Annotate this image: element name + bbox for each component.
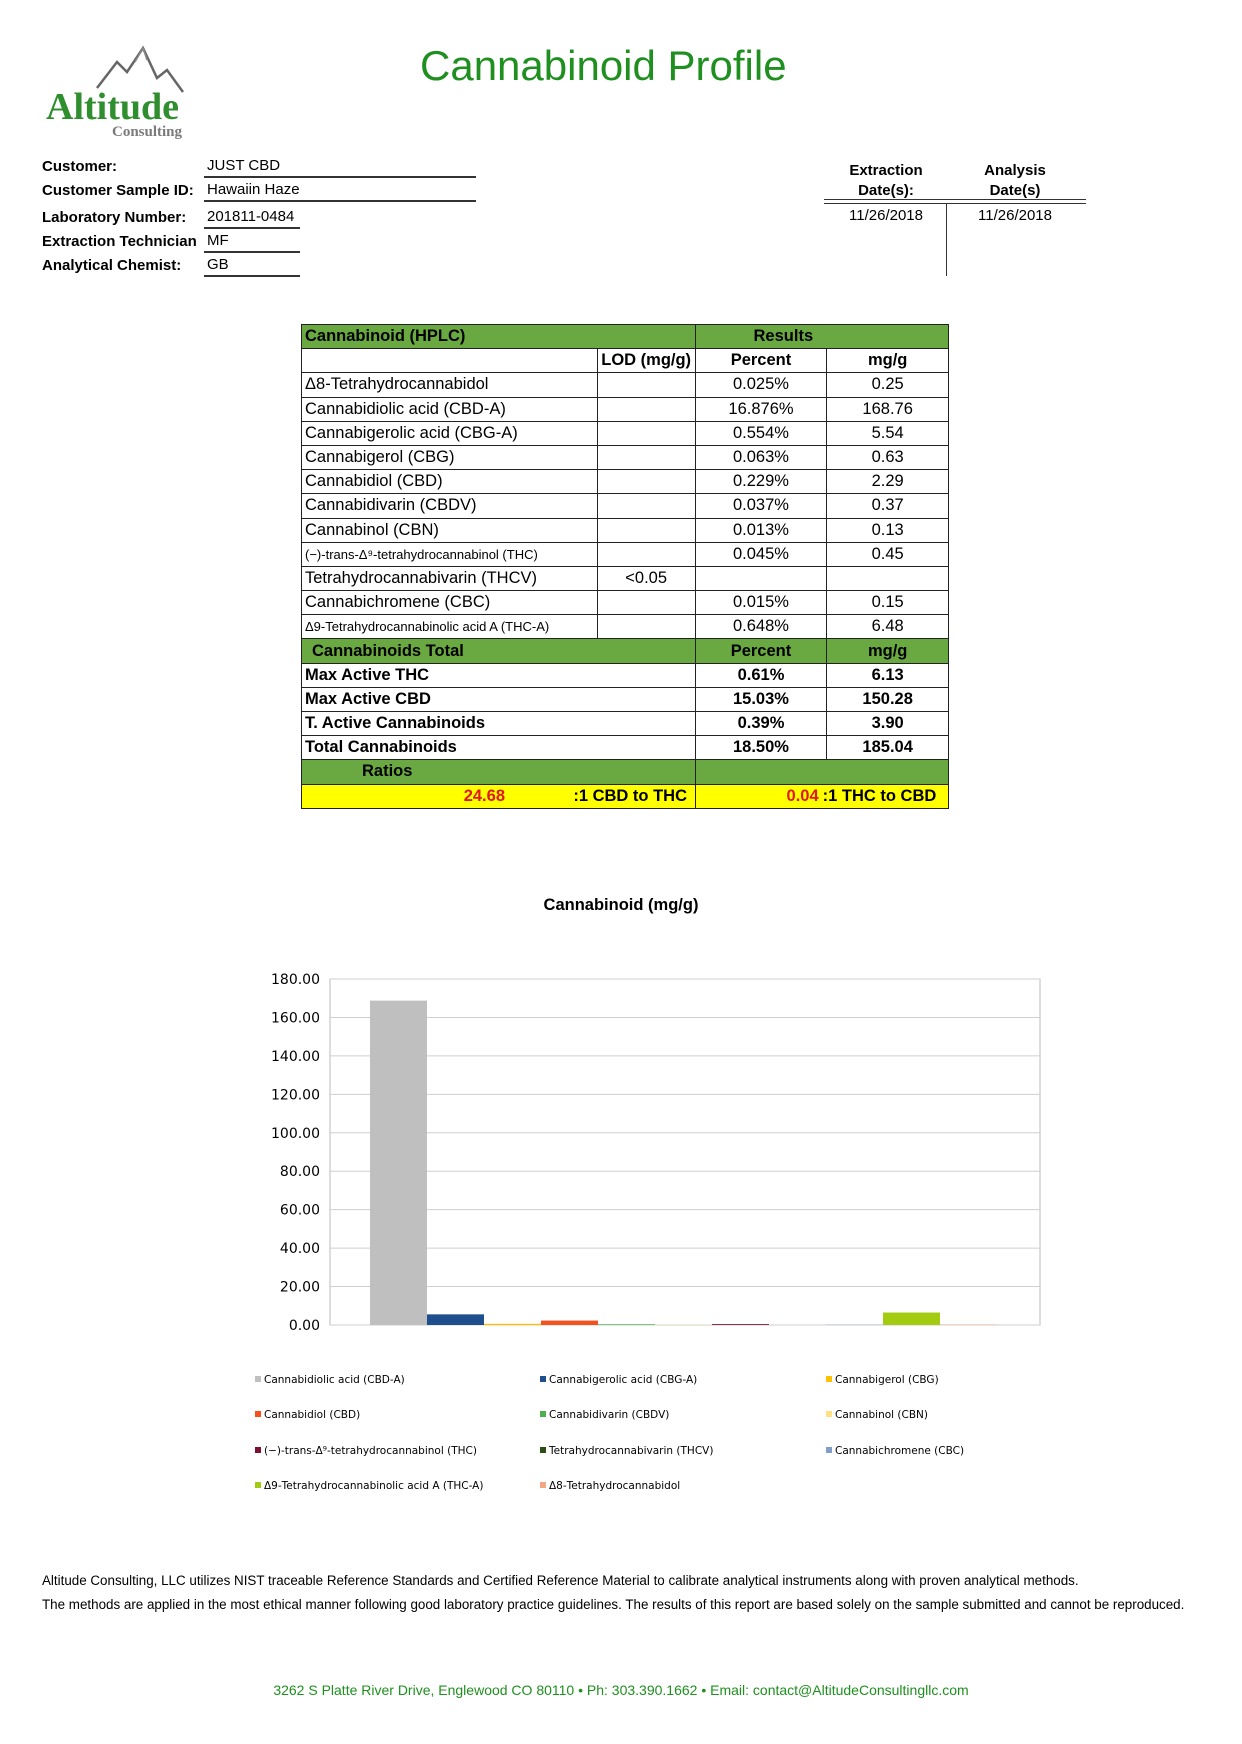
lod-value: <0.05 xyxy=(597,566,695,590)
percent-value: 0.648% xyxy=(695,615,827,639)
percent-value xyxy=(695,566,827,590)
legend-item xyxy=(826,1445,964,1457)
y-tick-label: 180.00 xyxy=(271,972,320,988)
cannabinoid-name: Tetrahydrocannabivarin (THCV) xyxy=(302,566,598,590)
cannabinoid-results-table xyxy=(301,324,949,809)
total-percent: 15.03% xyxy=(695,687,827,711)
y-tick-label: 120.00 xyxy=(271,1087,320,1104)
total-percent: 0.61% xyxy=(695,663,827,687)
mg-value: 6.48 xyxy=(827,615,949,639)
page-title: Cannabinoid Profile xyxy=(420,42,787,89)
header-cannabinoid: Cannabinoid (HPLC) xyxy=(302,325,696,349)
logo-wordmark: Altitude xyxy=(46,86,179,128)
totals-row xyxy=(302,663,949,687)
y-tick-label: 160.00 xyxy=(271,1010,320,1027)
total-name: Max Active CBD xyxy=(302,687,696,711)
lod-value xyxy=(597,397,695,421)
cannabinoid-name: Cannabigerol (CBG) xyxy=(302,445,598,469)
percent-value: 0.025% xyxy=(695,373,827,397)
column-header-row xyxy=(302,349,949,373)
legend-item xyxy=(826,1409,928,1421)
column-header-lod: LOD (mg/g) xyxy=(597,349,695,373)
totals-header-row xyxy=(302,639,949,663)
totals-row xyxy=(302,736,949,760)
table-row xyxy=(302,494,949,518)
y-tick-label: 20.00 xyxy=(279,1279,320,1296)
bar xyxy=(427,1314,484,1325)
cannabinoid-name: Cannabinol (CBN) xyxy=(302,518,598,542)
column-header-empty xyxy=(302,349,598,373)
y-tick-label: 80.00 xyxy=(279,1164,320,1181)
lod-value xyxy=(597,470,695,494)
table-row xyxy=(302,397,949,421)
legend-label: Cannabichromene (CBC) xyxy=(835,1445,965,1457)
legend-swatch xyxy=(255,1411,261,1417)
y-tick-label: 60.00 xyxy=(279,1202,320,1219)
table-row xyxy=(302,373,949,397)
totals-header-percent: Percent xyxy=(695,639,827,663)
table-row xyxy=(302,421,949,445)
y-tick-label: 140.00 xyxy=(271,1048,320,1065)
legend-swatch xyxy=(255,1482,261,1488)
lod-value xyxy=(597,591,695,615)
percent-value: 0.037% xyxy=(695,494,827,518)
ratio-thc-cbd-label: :1 THC to CBD xyxy=(822,786,937,805)
table-header-row xyxy=(302,325,949,349)
legend-swatch xyxy=(540,1411,546,1417)
table-row xyxy=(302,566,949,590)
total-mg: 6.13 xyxy=(827,663,949,687)
total-name: T. Active Cannabinoids xyxy=(302,712,696,736)
technician-value: MF xyxy=(204,231,300,253)
percent-value: 0.554% xyxy=(695,421,827,445)
bar xyxy=(598,1324,655,1325)
legend-label: Tetrahydrocannabivarin (THCV) xyxy=(549,1445,714,1457)
legend-item xyxy=(255,1409,360,1421)
plot-area xyxy=(330,979,1040,1325)
ratio-thc-cbd-value: 0.04 xyxy=(786,786,819,805)
ratio-thc-cbd-cell xyxy=(695,784,948,808)
legend-item xyxy=(255,1480,483,1492)
legend-item xyxy=(540,1409,669,1421)
lod-value xyxy=(597,421,695,445)
sample-id-value: Hawaiin Haze xyxy=(204,180,476,202)
percent-value: 0.015% xyxy=(695,591,827,615)
analysis-date-value: 11/26/2018 xyxy=(978,207,1052,224)
table-row xyxy=(302,518,949,542)
lod-value xyxy=(597,373,695,397)
totals-header-mg: mg/g xyxy=(827,639,949,663)
chemist-label: Analytical Chemist: xyxy=(42,257,182,274)
column-header-percent: Percent xyxy=(695,349,827,373)
mg-value: 0.15 xyxy=(827,591,949,615)
legend-label: Δ8-Tetrahydrocannabidol xyxy=(549,1480,681,1492)
disclaimer-line-1: Altitude Consulting, LLC utilizes NIST traceable Reference Standards and Certified Reference Material to calibrate analytical instruments along with proven analytical methods. xyxy=(42,1573,1079,1588)
mg-value: 0.13 xyxy=(827,518,949,542)
extraction-date-header: Extraction Date(s): xyxy=(849,162,923,199)
ratios-header-row xyxy=(302,760,949,784)
total-mg: 185.04 xyxy=(827,736,949,760)
bar xyxy=(883,1313,940,1325)
percent-value: 0.229% xyxy=(695,470,827,494)
company-logo xyxy=(40,40,210,140)
legend-label: Cannabidivarin (CBDV) xyxy=(549,1409,670,1421)
dates-vertical-divider xyxy=(946,204,947,276)
total-percent: 0.39% xyxy=(695,712,827,736)
footer-contact: 3262 S Platte River Drive, Englewood CO 80110 • Ph: 303.390.1662 • Email: contact@AltitudeConsultingllc.com xyxy=(273,1682,969,1698)
legend-item xyxy=(255,1445,477,1457)
y-tick-label: 100.00 xyxy=(271,1125,320,1142)
bar xyxy=(484,1324,541,1325)
cannabinoid-name: Cannabigerolic acid (CBG-A) xyxy=(302,421,598,445)
table-row xyxy=(302,445,949,469)
customer-label: Customer: xyxy=(42,158,118,175)
lod-value xyxy=(597,542,695,566)
legend-item xyxy=(540,1480,680,1492)
legend-item xyxy=(826,1374,939,1386)
legend-swatch xyxy=(540,1376,546,1382)
cannabinoid-name: Δ8-Tetrahydrocannabidol xyxy=(302,373,598,397)
technician-label: Extraction Technician xyxy=(42,233,197,250)
bar xyxy=(370,1001,427,1325)
lod-value xyxy=(597,494,695,518)
legend-swatch xyxy=(540,1482,546,1488)
ratio-cbd-thc-label: :1 CBD to THC xyxy=(573,786,687,805)
percent-value: 16.876% xyxy=(695,397,827,421)
mg-value: 0.37 xyxy=(827,494,949,518)
legend-item xyxy=(540,1374,697,1386)
table-row xyxy=(302,542,949,566)
lod-value xyxy=(597,518,695,542)
total-mg: 150.28 xyxy=(827,687,949,711)
cannabinoid-bar-chart xyxy=(250,965,1050,1335)
legend-label: Cannabigerolic acid (CBG-A) xyxy=(549,1374,698,1386)
bar xyxy=(541,1321,598,1325)
totals-header-name: Cannabinoids Total xyxy=(302,639,696,663)
legend-label: Δ9-Tetrahydrocannabinolic acid A (THC-A) xyxy=(264,1480,484,1492)
legend-item xyxy=(255,1374,405,1386)
lab-number-value: 201811-0484 xyxy=(204,207,300,229)
total-name: Max Active THC xyxy=(302,663,696,687)
legend-label: Cannabidiol (CBD) xyxy=(264,1409,361,1421)
total-name: Total Cannabinoids xyxy=(302,736,696,760)
y-tick-label: 40.00 xyxy=(279,1241,320,1258)
table-row xyxy=(302,615,949,639)
cannabinoid-name: Cannabidiolic acid (CBD-A) xyxy=(302,397,598,421)
ratios-row xyxy=(302,784,949,808)
ratios-header-empty xyxy=(695,760,948,784)
lod-value xyxy=(597,445,695,469)
mg-value: 0.63 xyxy=(827,445,949,469)
legend-item xyxy=(540,1445,713,1457)
percent-value: 0.013% xyxy=(695,518,827,542)
total-percent: 18.50% xyxy=(695,736,827,760)
chemist-value: GB xyxy=(204,255,300,277)
mg-value: 168.76 xyxy=(827,397,949,421)
customer-value: JUST CBD xyxy=(204,156,476,178)
dates-divider xyxy=(824,199,1086,204)
legend-swatch xyxy=(255,1376,261,1382)
mg-value: 0.45 xyxy=(827,542,949,566)
legend-swatch xyxy=(826,1376,832,1382)
ratios-label: Ratios xyxy=(302,760,696,784)
mg-value: 2.29 xyxy=(827,470,949,494)
table-row xyxy=(302,470,949,494)
mg-value: 0.25 xyxy=(827,373,949,397)
cannabinoid-name: Cannabichromene (CBC) xyxy=(302,591,598,615)
percent-value: 0.063% xyxy=(695,445,827,469)
totals-row xyxy=(302,687,949,711)
ratio-cbd-thc-cell xyxy=(302,784,696,808)
legend-label: Cannabidiolic acid (CBD-A) xyxy=(264,1374,405,1386)
percent-value: 0.045% xyxy=(695,542,827,566)
legend-swatch xyxy=(826,1447,832,1453)
bar xyxy=(712,1324,769,1325)
mg-value xyxy=(827,566,949,590)
disclaimer-line-2: The methods are applied in the most ethical manner following good laboratory practice guidelines. The results of this report are based solely on the sample submitted and cannot be reproduced. xyxy=(42,1597,1185,1612)
lod-value xyxy=(597,615,695,639)
extraction-date-value: 11/26/2018 xyxy=(849,207,923,224)
header-results: Results xyxy=(695,325,948,349)
ratio-cbd-thc-value: 24.68 xyxy=(463,786,505,805)
cannabinoid-name: Δ9-Tetrahydrocannabinolic acid A (THC-A) xyxy=(302,615,598,639)
analysis-date-header: Analysis Date(s) xyxy=(984,162,1046,199)
legend-swatch xyxy=(540,1447,546,1453)
cannabinoid-name: Cannabidiol (CBD) xyxy=(302,470,598,494)
legend-swatch xyxy=(255,1447,261,1453)
logo-subtitle: Consulting xyxy=(112,124,183,140)
column-header-mg: mg/g xyxy=(827,349,949,373)
y-tick-label: 0.00 xyxy=(288,1318,320,1334)
legend-label: (−)-trans-Δ⁹-tetrahydrocannabinol (THC) xyxy=(264,1445,477,1457)
legend-label: Cannabinol (CBN) xyxy=(835,1409,929,1421)
cannabinoid-name: (−)-trans-Δ⁹-tetrahydrocannabinol (THC) xyxy=(302,542,598,566)
table-row xyxy=(302,591,949,615)
legend-swatch xyxy=(826,1411,832,1417)
lab-number-label: Laboratory Number: xyxy=(42,209,187,226)
mg-value: 5.54 xyxy=(827,421,949,445)
totals-row xyxy=(302,712,949,736)
legend-label: Cannabigerol (CBG) xyxy=(835,1374,939,1386)
total-mg: 3.90 xyxy=(827,712,949,736)
sample-id-label: Customer Sample ID: xyxy=(42,182,194,199)
chart-title: Cannabinoid (mg/g) xyxy=(543,896,699,914)
cannabinoid-name: Cannabidivarin (CBDV) xyxy=(302,494,598,518)
